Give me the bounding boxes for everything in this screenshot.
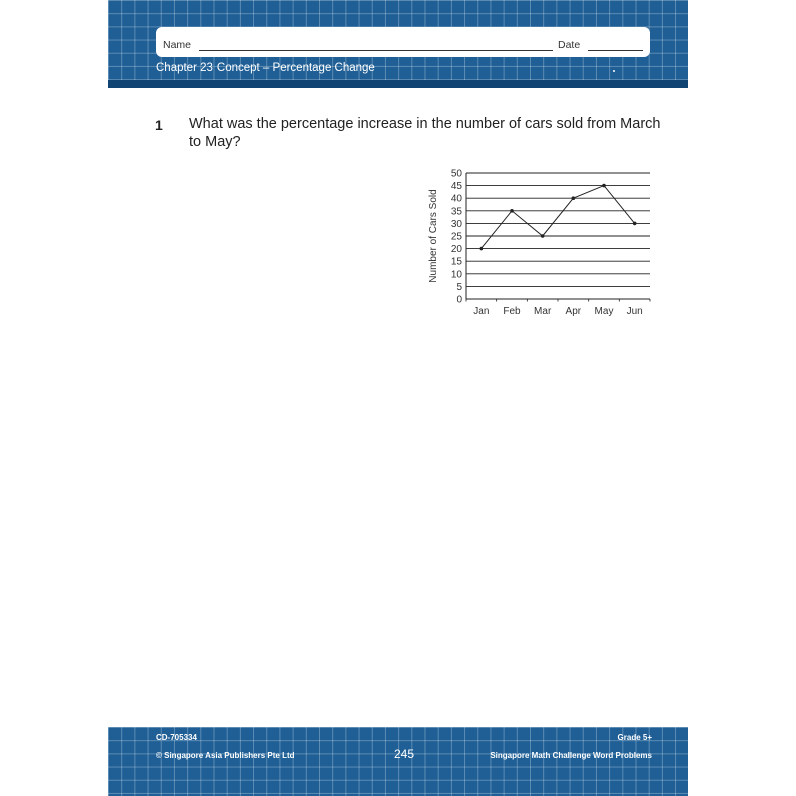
y-tick-label: 5 xyxy=(456,281,462,293)
question-number: 1 xyxy=(155,117,163,133)
name-field[interactable] xyxy=(199,50,553,51)
y-tick-label: 40 xyxy=(450,193,462,205)
data-point-apr xyxy=(572,196,576,200)
chapter-title xyxy=(156,62,375,74)
y-tick-label: 25 xyxy=(450,231,462,243)
page-number: 245 xyxy=(394,747,415,761)
data-point-feb xyxy=(510,209,514,213)
data-point-may xyxy=(602,184,606,188)
x-tick-label: Mar xyxy=(534,306,552,317)
x-tick-label: Feb xyxy=(503,306,521,317)
header-band xyxy=(108,0,688,80)
worksheet-page xyxy=(108,0,688,796)
y-axis-label: Number of Cars Sold xyxy=(428,189,439,283)
concept-title: Concept – Percentage Change xyxy=(216,62,375,74)
chapter-number: Chapter 23 xyxy=(156,62,213,74)
footer-grade: Grade 5+ xyxy=(617,733,652,742)
footer-book-title: Singapore Math Challenge Word Problems xyxy=(490,751,652,760)
y-tick-label: 35 xyxy=(450,206,462,218)
footer-code: CD-705334 xyxy=(156,733,197,742)
series-line xyxy=(481,186,634,249)
name-date-box xyxy=(156,27,650,57)
x-tick-label: May xyxy=(594,306,614,317)
header-stripe xyxy=(108,80,688,88)
date-label: Date xyxy=(558,39,581,51)
y-tick-label: 45 xyxy=(450,181,462,193)
line-chart xyxy=(428,166,658,326)
y-tick-label: 50 xyxy=(450,168,462,180)
y-tick-label: 20 xyxy=(450,244,462,256)
x-tick-label: Jun xyxy=(626,306,643,317)
footer-band xyxy=(108,727,688,796)
data-point-jun xyxy=(633,222,637,226)
footer-copyright: © Singapore Asia Publishers Pte Ltd xyxy=(156,751,295,760)
x-tick-label: Apr xyxy=(565,306,582,317)
y-tick-label: 30 xyxy=(450,218,462,230)
data-point-jan xyxy=(480,247,484,251)
header-dot xyxy=(613,70,615,72)
y-tick-label: 0 xyxy=(456,294,462,306)
y-tick-label: 15 xyxy=(450,256,462,268)
x-tick-label: Jan xyxy=(473,306,490,317)
date-field[interactable] xyxy=(588,50,643,51)
data-point-mar xyxy=(541,234,545,238)
y-tick-label: 10 xyxy=(450,269,462,281)
name-label: Name xyxy=(163,39,192,51)
chart-svg xyxy=(428,166,658,326)
question-text: What was the percentage increase in the number of cars sold from March to May? xyxy=(189,116,661,150)
